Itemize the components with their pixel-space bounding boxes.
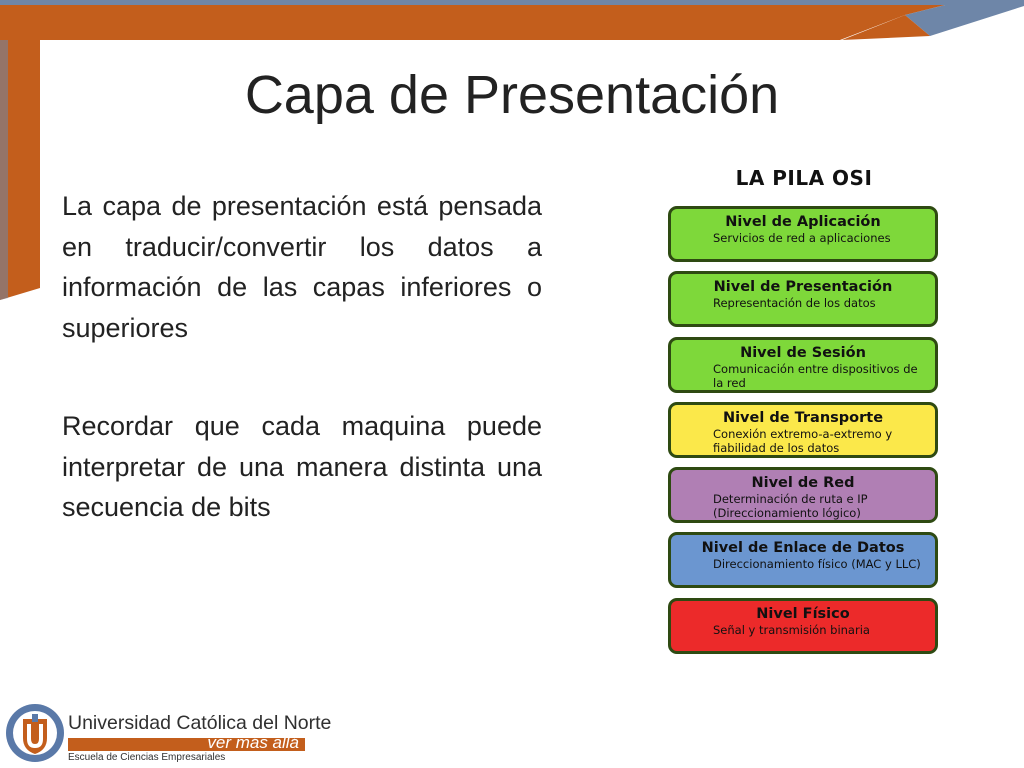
osi-layer-network (668, 467, 938, 523)
ucn-shield-logo (4, 702, 66, 764)
osi-layer-transport (668, 402, 938, 458)
university-slogan: ver más allá (207, 733, 299, 752)
layer-description: Direccionamiento físico (MAC y LLC) (713, 557, 921, 572)
layer-name: Nivel de Aplicación (725, 214, 881, 230)
osi-layer-presentation (668, 271, 938, 327)
layer-name: Nivel Físico (756, 605, 850, 622)
osi-stack-diagram (668, 166, 940, 663)
layer-description: Conexión extremo-a-extremo y fiabilidad de los datos (713, 426, 893, 455)
school-name: Escuela de Ciencias Empresariales (68, 752, 226, 763)
osi-layer-session (668, 337, 938, 393)
layer-description: Comunicación entre dispositivos de la red (713, 361, 918, 390)
osi-layer-physical (668, 598, 938, 654)
layer-description: Señal y transmisión binaria (713, 622, 870, 637)
body-paragraph: Recordar que cada maquina puede interpretar de una manera distinta una secuencia de bits (62, 411, 542, 522)
layer-description: Servicios de red a aplicaciones (713, 231, 891, 245)
body-paragraph: La capa de presentación está pensada en traducir/convertir los datos a información de las capas inferiores o superiores (62, 191, 542, 343)
osi-layer-application (668, 206, 938, 262)
layer-name: Nivel de Presentación (713, 279, 893, 296)
layer-name: Nivel de Red (751, 475, 855, 492)
layer-name: Nivel de Transporte (722, 409, 884, 426)
layer-description: Determinación de ruta e IP (Direccionamiento lógico) (713, 492, 868, 521)
slide-title: Capa de Presentación (244, 65, 780, 125)
layer-description: Representación de los datos (713, 296, 876, 311)
layer-name: Nivel de Sesión (740, 344, 866, 361)
slogan-band (68, 733, 305, 752)
osi-stack-title: LA PILA OSI (735, 166, 873, 190)
slide-body (62, 186, 542, 586)
university-footer (4, 700, 332, 766)
layer-name: Nivel de Enlace de Datos (701, 540, 905, 557)
osi-layer-data-link (668, 532, 938, 588)
university-name: Universidad Católica del Norte (68, 712, 332, 734)
